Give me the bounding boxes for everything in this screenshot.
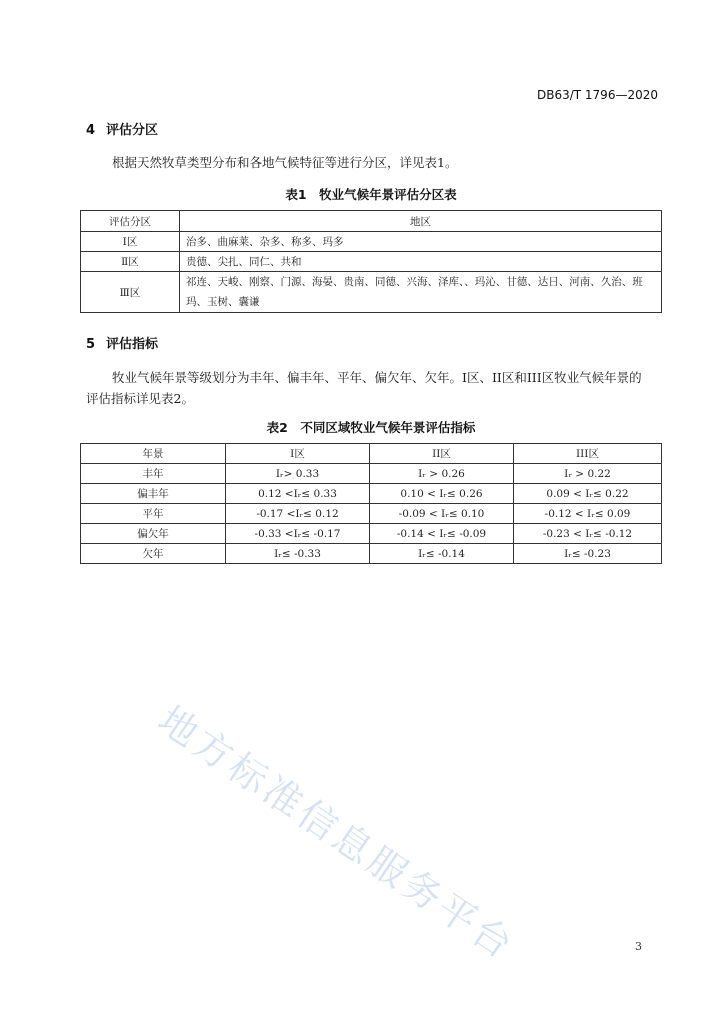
table-1-row xyxy=(81,232,662,252)
page-number: 3 xyxy=(635,940,642,953)
table-1-region-cell: 治多、曲麻莱、杂多、称多、玛多 xyxy=(180,232,662,252)
section-5-paragraph: 牧业气候年景等级划分为丰年、偏丰年、平年、偏欠年、欠年。I区、II区和III区牧业气候年景的评估指标详见表2。 xyxy=(86,370,642,406)
table-1-caption: 表1 牧业气候年景评估分区表 xyxy=(285,187,457,202)
table-2-value-cell: 0.09 < Iᵣ≤ 0.22 xyxy=(514,484,662,504)
table-2-header-cell: II区 xyxy=(370,444,514,464)
table-2-year-cell: 偏欠年 xyxy=(81,524,226,544)
table-2-row xyxy=(81,484,662,504)
table-2-header-cell: I区 xyxy=(226,444,370,464)
watermark: 地方标准信息服务平台 xyxy=(150,697,524,969)
table-1-header-cell: 地区 xyxy=(180,211,662,232)
table-1-zone-cell: Ⅲ区 xyxy=(81,272,180,313)
section-4-title: 评估分区 xyxy=(106,123,159,138)
table-2-value-cell: 0.10 < Iᵣ≤ 0.26 xyxy=(370,484,514,504)
table-1-region-cell: 贵德、尖扎、同仁、共和 xyxy=(180,252,662,272)
section-5-heading xyxy=(86,333,158,352)
table-2-value-cell: Iᵣ≤ -0.33 xyxy=(226,544,370,564)
table-2-value-cell: -0.33 <Iᵣ≤ -0.17 xyxy=(226,524,370,544)
table-2-value-cell: -0.14 < Iᵣ≤ -0.09 xyxy=(370,524,514,544)
table-2-value-cell: -0.12 < Iᵣ≤ 0.09 xyxy=(514,504,662,524)
table-1-zone-cell: Ⅱ区 xyxy=(81,252,180,272)
table-2-header-cell: III区 xyxy=(514,444,662,464)
table-2-value-cell: Iᵣ≤ -0.14 xyxy=(370,544,514,564)
section-4-paragraph: 根据天然牧草类型分布和各地气候特征等进行分区，详见表1。 xyxy=(112,155,458,170)
table-1-row xyxy=(81,252,662,272)
table-1-row xyxy=(81,272,662,313)
table-2-row xyxy=(81,464,662,484)
table-1 xyxy=(80,210,662,313)
table-1-region-cell: 祁连、天峻、刚察、门源、海晏、贵南、同德、兴海、泽库、、玛沁、甘德、达日、河南、久治、班玛、玉树、囊谦 xyxy=(180,272,662,313)
table-2-caption: 表2 不同区域牧业气候年景评估指标 xyxy=(266,420,476,435)
table-1-header-row xyxy=(81,211,662,232)
table-2-row xyxy=(81,504,662,524)
table-2-value-cell: Iᵣ> 0.33 xyxy=(226,464,370,484)
table-2-year-cell: 平年 xyxy=(81,504,226,524)
table-2-value-cell: -0.09 < Iᵣ≤ 0.10 xyxy=(370,504,514,524)
table-2-value-cell: 0.12 <Iᵣ≤ 0.33 xyxy=(226,484,370,504)
table-2-year-cell: 欠年 xyxy=(81,544,226,564)
table-2 xyxy=(80,443,662,564)
section-5-number: 5 xyxy=(86,337,96,352)
table-2-value-cell: Iᵣ > 0.26 xyxy=(370,464,514,484)
table-2-header-cell: 年景 xyxy=(81,444,226,464)
table-2-header-row xyxy=(81,444,662,464)
document-id: DB63/T 1796—2020 xyxy=(536,88,658,102)
table-2-value-cell: -0.23 < Iᵣ≤ -0.12 xyxy=(514,524,662,544)
table-2-year-cell: 偏丰年 xyxy=(81,484,226,504)
section-4-heading xyxy=(86,119,158,138)
table-2-row xyxy=(81,544,662,564)
table-2-value-cell: Iᵣ≤ -0.23 xyxy=(514,544,662,564)
table-2-value-cell: -0.17 <Iᵣ≤ 0.12 xyxy=(226,504,370,524)
table-2-year-cell: 丰年 xyxy=(81,464,226,484)
section-4-number: 4 xyxy=(86,123,96,138)
table-2-value-cell: Iᵣ > 0.22 xyxy=(514,464,662,484)
section-5-title: 评估指标 xyxy=(106,337,159,352)
table-1-header-cell: 评估分区 xyxy=(81,211,180,232)
table-2-row xyxy=(81,524,662,544)
table-1-zone-cell: Ⅰ区 xyxy=(81,232,180,252)
